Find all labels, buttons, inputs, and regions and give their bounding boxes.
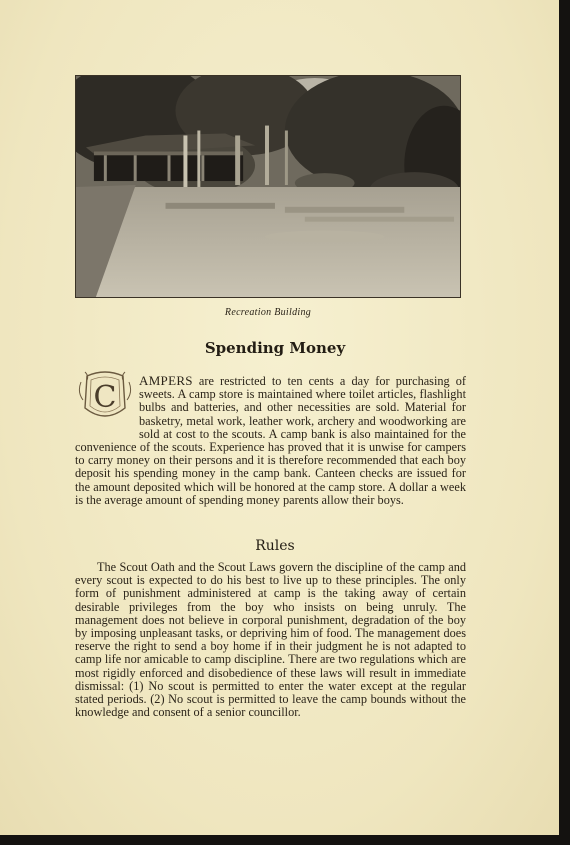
section-heading-spending: Spending Money [204,339,346,357]
section-heading-rules: Rules [255,538,295,554]
rules-paragraph: The Scout Oath and the Scout Laws govern the discipline of the camp and every scout is expected to do his best to live up to these principles. The only form of punishment administered at camp is the taking away of certain desirable privileges from the boy who insists on being unruly. The management does not believe in corporal punishment, degradation of the boy by imposing unpleasant tasks, or depriving him of food. The management does reserve the right to send a boy home if in their judgment he is not adapted to camp life nor amicable to camp discipline. There are two regulations which are most rigidly enforced and disobedience of these laws will result in immediate dismissal: (1) No scout is permitted to enter the water except at the regular stated periods. (2) No scout is permitted to leave the camp bounds without the knowledge and consent of a senior councillor. [75,560,466,720]
spending-body: are restricted to ten cents a day for purchasing of sweets. A camp store is maintained where toilet articles, flashlight bulbs and batteries, and other necessities are sold. Material for basketry, metal work, leather work, archery and woodworking are sold at cost to the scouts. A camp bank is also maintained for the convenience of the scouts. Experience has proved that it is unwise for campers to carry money on their persons and it is therefore recommended that each boy deposit his spending money in the camp bank. Canteen checks are issued for the amount deposited which will be honored at the camp store. A dollar a week is the average amount of spending money parents allow their boys. [75,374,466,507]
spending-lead-word: AMPERS [139,373,193,388]
spending-paragraph [75,374,466,507]
photo-image [76,76,460,297]
recreation-building-photo [75,75,461,298]
ornamental-dropcap-icon [75,368,135,428]
photo-caption: Recreation Building [224,307,312,318]
dropcap-letter: C [93,380,117,415]
